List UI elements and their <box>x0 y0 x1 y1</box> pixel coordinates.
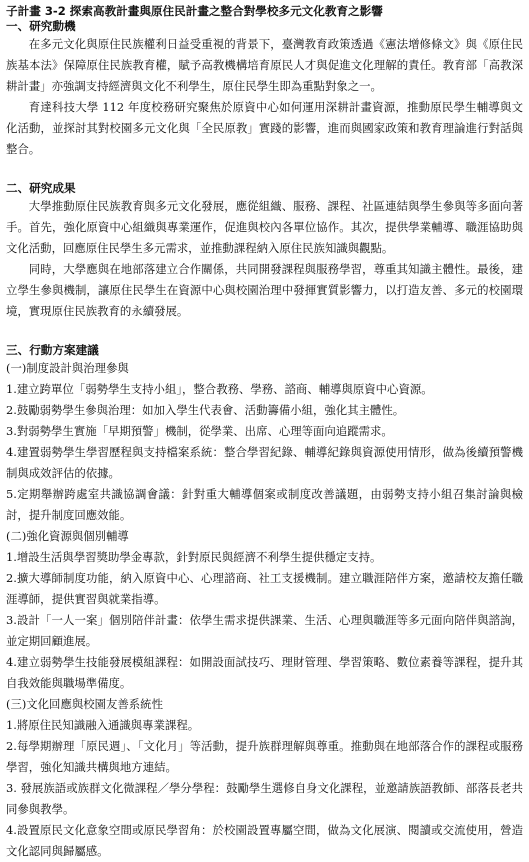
list-item: 2.擴大導師制度功能，納入原資中心、心理諮商、社工支援機制。建立職涯陪伴方案，邀請校友擔任職涯導師，提供實習與就業指導。 <box>6 571 523 606</box>
list-item: 3.對弱勢學生實施「早期預警」機制，從學業、出席、心理等面向追蹤需求。 <box>6 424 393 438</box>
list-item: 3. 發展族語或族群文化微課程／學分學程：鼓勵學生選修自身文化課程，並邀請族語教師、部落長老共同參與教學。 <box>6 781 523 816</box>
list-item: 1.增設生活與學習獎助學金專款，針對原民與經濟不利學生提供穩定支持。 <box>6 550 382 564</box>
list-item: 4.建置弱勢學生學習歷程與支持檔案系統：整合學習紀錄、輔導紀錄與資源使用情形，做為後續預警機制與成效評估的依據。 <box>6 445 523 480</box>
list-item: 5.定期舉辦跨處室共識協調會議：針對重大輔導個案或制度改善議題，由弱勢支持小組召集討論與檢討，提升制度回應效能。 <box>6 487 523 522</box>
list-item: 3.設計「一人一案」個別陪伴計畫：依學生需求提供課業、生活、心理與職涯等多元面向陪伴與諮詢，並定期回顧進展。 <box>6 613 523 648</box>
spacer <box>6 322 523 343</box>
group-label: (一)制度設計與治理參與 <box>6 361 129 375</box>
list-item: 1.建立跨單位「弱勢學生支持小組」，整合教務、學務、諮商、輔導與原資中心資源。 <box>6 382 433 396</box>
section-motivation <box>6 19 523 160</box>
list-item: 4.建立弱勢學生技能發展模組課程：如開設面試技巧、理財管理、學習策略、數位素養等課程，提升其自我效能與職場準備度。 <box>6 655 523 690</box>
list-item: 2.鼓勵弱勢學生參與治理：如加入學生代表會、活動籌備小組，強化其主體性。 <box>6 403 405 417</box>
group-label: (二)強化資源與個別輔導 <box>6 529 129 543</box>
spacer <box>6 160 523 181</box>
document-title: 子計畫 3-2 探索高教計畫與原住民計畫之整合對學校多元文化教育之影響 <box>6 4 383 18</box>
paragraph: 在多元文化與原住民族權利日益受重視的背景下，臺灣教育政策透過《憲法增修條文》與《原住民族基本法》保障原住民族教育權，賦予高教機構培育原民人才與促進文化理解的責任。教育部「高教深耕計畫」亦強調支持經濟與文化不利學生，原住民學生即為重點對象之一。 <box>6 37 523 93</box>
paragraph: 育達科技大學 112 年度校務研究聚焦於原資中心如何運用深耕計畫資源，推動原民學生輔導與文化活動，並探討其對校園多元文化與「全民原教」實踐的影響，進而與國家政策和教育理論進行對話與整合。 <box>6 100 523 156</box>
section-results <box>6 181 523 322</box>
group-label: (三)文化回應與校園友善系統性 <box>6 697 163 711</box>
section-action-plan <box>6 343 523 862</box>
section-heading: 一、研究動機 <box>6 19 76 33</box>
section-heading: 三、行動方案建議 <box>6 343 99 357</box>
list-item: 4.設置原民文化意象空間或原民學習角：於校園設置專屬空間，做為文化展演、閱讀或交流使用，營造文化認同與歸屬感。 <box>6 823 523 858</box>
list-item: 1.將原住民知識融入通識與專業課程。 <box>6 718 200 732</box>
paragraph: 大學推動原住民族教育與多元文化發展，應從組織、服務、課程、社區連結與學生參與等多面向著手。首先，強化原資中心組織與專業運作，促進與校內各單位協作。其次，提供學業輔導、職涯協助與文化活動，回應原住民學生多元需求，並推動課程納入原住民族知識與觀點。 <box>6 199 523 255</box>
paragraph: 同時，大學應與在地部落建立合作關係，共同開發課程與服務學習，尊重其知識主體性。最後，建立學生參與機制，讓原住民學生在資源中心與校園治理中發揮實質影響力，以打造友善、多元的校園環境，實現原住民族教育的永續發展。 <box>6 262 523 318</box>
list-item: 2.每學期辦理「原民週」、「文化月」等活動，提升族群理解與尊重。推動與在地部落合作的課程或服務學習，強化知識共構與地方連結。 <box>6 739 523 774</box>
section-heading: 二、研究成果 <box>6 181 76 195</box>
